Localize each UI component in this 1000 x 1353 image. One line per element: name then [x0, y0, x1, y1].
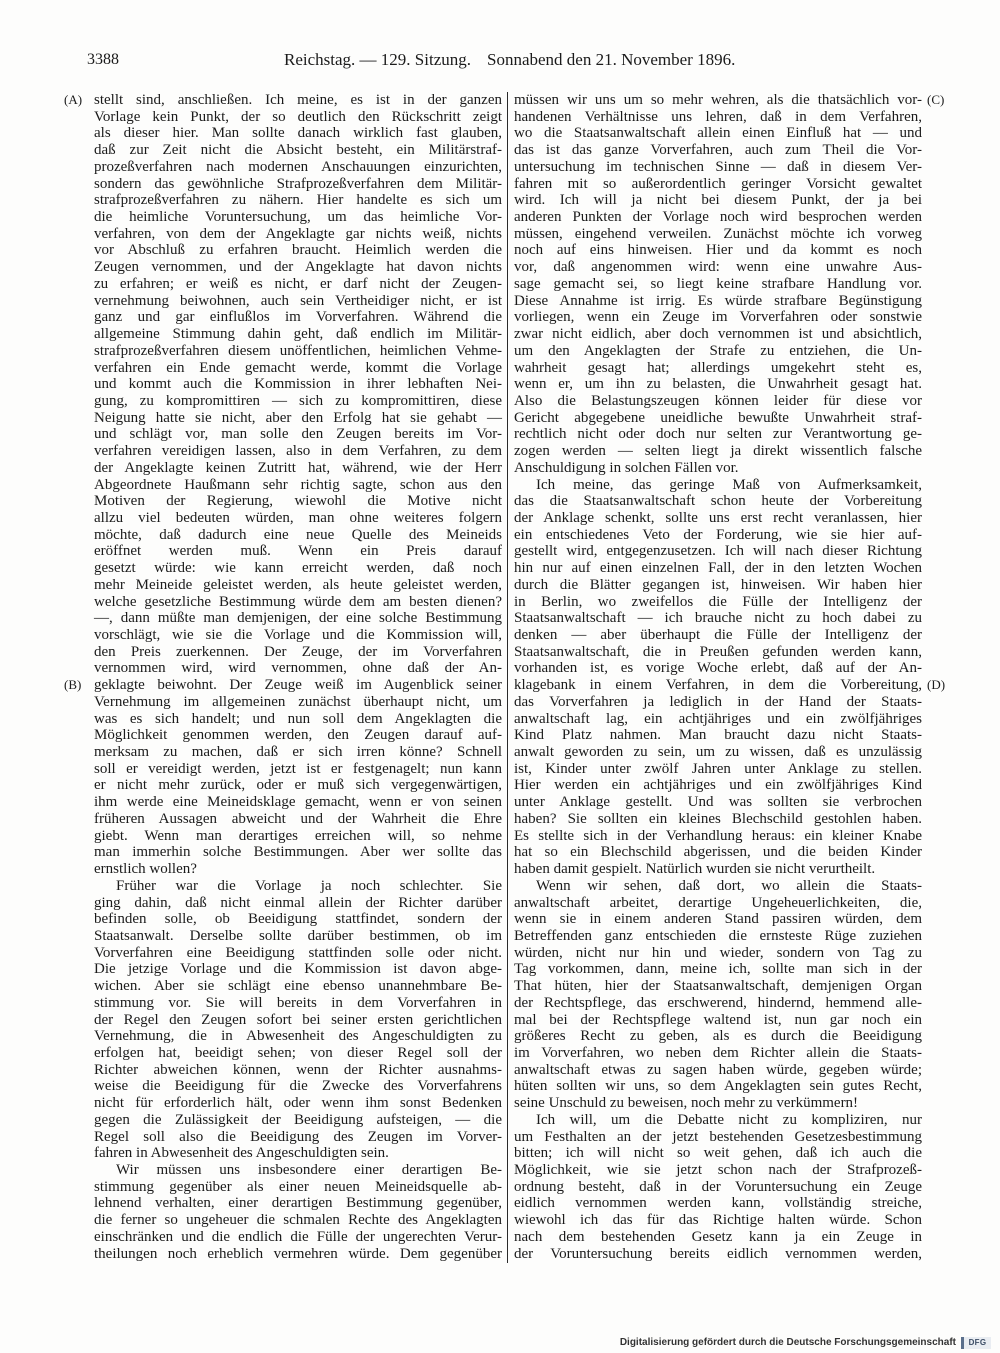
- text-line: theilungen noch erheblich vermehren würde. Dem gegenüber: [94, 1245, 502, 1262]
- text-line: Vernehmung, die in Abwesenheit des Angeschuldigten zu: [94, 1028, 502, 1045]
- text-line: denken — aber überhaupt die Fülle der Intelligenz der: [514, 627, 922, 643]
- text-line: eröffnet werden muß. Wenn ein Preis darauf: [94, 543, 502, 560]
- text-line: wichen. Aber sie schlägt eine ebenso unannehmbare Be-: [94, 978, 502, 995]
- text-line: würden, nicht nur hin und wieder, sondern von Tag zu: [514, 944, 922, 961]
- text-line: fahren in Abwesenheit des Angeschuldigten sein.: [94, 1145, 389, 1162]
- text-line: befinden solle, ob Beeidigung stattfindet, sondern der: [94, 911, 502, 928]
- text-line: wahrheit gesagt hat; allerdings umgekehrt steht es,: [514, 359, 922, 376]
- text-line: um Festhalten an der jetzt bestehenden Gesetzesbestimmung: [514, 1128, 922, 1145]
- text-line: rechtlich nicht oder doch nur selten zur Verantwortung ge-: [514, 426, 922, 443]
- text-line: eidlich vernommen werden kann, vollständig streiche,: [514, 1195, 922, 1212]
- text-line: Wenn wir sehen, daß dort, wo allein die Staats-: [536, 877, 922, 894]
- text-line: fahren mit so außerordentlich geringer Vorsicht gewaltet: [514, 175, 922, 192]
- paragraph: [514, 477, 922, 878]
- text-line: Abgeordnete Haußmann sehr richtig sagte, schon aus den: [94, 476, 502, 493]
- text-line: mal bei der Rechtspflege waltend ist, nun gar noch ein: [514, 1011, 922, 1028]
- text-line: vorschlägt, wie sie die Vorlage und die Kommission will,: [94, 627, 502, 643]
- text-line: Motiven der Regierung, wiewohl die Motive nicht: [94, 493, 502, 510]
- paragraph: [514, 92, 922, 477]
- margin-marker-a: (A): [64, 92, 83, 107]
- text-line: der Anklage schenkt, sollte uns erst recht veranlassen, hier: [514, 509, 922, 526]
- text-line: stimmung vor. Sie will bereits in dem Vorverfahren in: [94, 994, 502, 1011]
- margin-marker-d: (D): [927, 677, 946, 693]
- text-line: wenn sie in einem anderen Stand passiren würden, dem: [514, 911, 922, 928]
- text-line: verfahren, von dem der Angeklagte gar nichts weiß, nichts: [94, 225, 502, 242]
- text-line: ist, Kinder unter zwölf Jahren unter Anklage zu stellen.: [514, 760, 922, 777]
- text-line: gung, zu kompromittiren — sich zu kompromittiren, diese: [94, 392, 502, 409]
- text-line: hin nur auf einen einzelnen Fall, der in den letzten Wochen: [514, 560, 922, 577]
- margin-marker-b: (B): [64, 677, 82, 693]
- text-line: haben damit gespielt. Natürlich wurden sie nicht verurtheilt.: [514, 861, 876, 878]
- text-line: prozeßverfahren nach modernen Anschauungen einzurichten,: [94, 158, 502, 175]
- text-line: Zeugen vernommen, und der Angeklagte hat davon nichts: [94, 259, 502, 276]
- text-line: verfahren vereidigen lassen, also in dem Verfahren, zu dem: [94, 443, 502, 460]
- text-line: welche gesetzliche Bestimmung würde dem am besten dienen?: [94, 593, 502, 610]
- text-line: verfahren ein Ende gemacht werde, kommt die Vorlage: [94, 359, 502, 376]
- text-line: Wir müssen uns insbesondere einer derartigen Be-: [116, 1162, 502, 1178]
- text-line: vorhanden ist, es vorige Woche erlebt, daß auf der An-: [514, 660, 922, 677]
- text-line: er nicht mehr zurück, oder er muß sich vergegenwärtigen,: [94, 777, 502, 794]
- text-line: anwaltschaft etwas zu sagen haben würde, gegeben würde;: [514, 1061, 922, 1078]
- text-line: Also die Belastungszeugen können leider für diese vor: [514, 392, 922, 409]
- text-line: größeres Recht zu geben, als es durch die Beeidigung: [514, 1028, 922, 1045]
- text-line: hat so ein Blechschild abgerissen, und die beiden Kinder: [514, 844, 922, 861]
- text-line: noch auf eins hinweisen. Hier und da kommt es noch: [514, 242, 922, 259]
- text-line: klagebank in einem Verfahren, in dem die Vorbereitung,: [514, 677, 922, 694]
- text-line: weise die Beeidigung für die Zwecke des Vorverfahrens: [94, 1078, 502, 1095]
- text-line: ihm werde eine Meineidsklage gemacht, wenn er von seinen: [94, 794, 502, 811]
- text-line: unter Anklage gestellt. Und was sollten sie verbrochen: [514, 794, 922, 811]
- text-line: anwaltschaft arbeitet, derartige Ungeheuerlichkeiten, die,: [514, 894, 922, 911]
- text-line: anderen Punkten der Vorlage noch wird besprochen werden: [514, 209, 922, 226]
- paragraph: [94, 1162, 502, 1262]
- text-line: die heimliche Voruntersuchung, um das heimliche Vor-: [94, 209, 502, 226]
- text-line: Möglichkeit, wie sie jetzt schon nach der Strafprozeß-: [514, 1162, 922, 1178]
- text-line: Möglichkeit genommen werden, den Zeugen darauf auf-: [94, 727, 502, 744]
- text-line: sondern das gewöhnliche Strafprozeßverfahren dem Militär-: [94, 175, 502, 192]
- text-line: lehnend verhalten, einer derartigen Bestimmung gegenüber,: [94, 1195, 502, 1212]
- text-line: das die Staatsanwaltschaft schon heute der Vorbereitung: [514, 493, 922, 510]
- text-line: haben? Sie sollten ein kleines Blechschild gestohlen haben.: [514, 810, 922, 827]
- column-divider: [507, 92, 508, 1263]
- text-line: ernstlich wollen?: [94, 861, 197, 878]
- text-line: bitten; ich will nicht so weit gehen, daß ich auch die: [514, 1145, 922, 1162]
- text-line: Hier werden ein achtjähriges und ein zwölfjähriges Kind: [514, 777, 922, 794]
- text-line: was es sich handelt; und nun soll dem Angeklagten die: [94, 710, 502, 727]
- text-line: stellt sind, anschließen. Ich meine, es ist in der ganzen: [94, 92, 502, 108]
- text-line: Ich meine, das geringe Maß von Aufmerksamkeit,: [536, 476, 922, 493]
- text-line: Anschuldigung in solchen Fällen vor.: [514, 459, 739, 476]
- text-line: die ferner so ungeheuer die schmalen Rechte des Angeklagten: [94, 1212, 502, 1229]
- text-line: Vorverfahren eine Beeidigung stattfinden solle oder nicht.: [94, 944, 502, 961]
- text-line: und schlägt vor, man solle den Zeugen bereits im Vor-: [94, 426, 502, 443]
- text-line: allgemeine Stimmung dahin geht, daß endlich im Militär-: [94, 326, 502, 343]
- text-line: und kommt auch die Kommission in ihrer lebhaften Nei-: [94, 376, 502, 393]
- text-line: Regel soll also die Beeidigung des Zeugen im Vorver-: [94, 1128, 502, 1145]
- text-line: früheren Aussagen abweicht und der Wahrheit die Ehre: [94, 810, 502, 827]
- text-line: giebt. Wenn man derartiges erreichen will, so nehme: [94, 827, 502, 844]
- text-line: Kind Platz nahmen. Man braucht dazu nicht Staats-: [514, 727, 922, 744]
- text-line: einschränken und die endlich die Fülle der ungerechten Verur-: [94, 1228, 502, 1245]
- margin-marker-c: (C): [927, 92, 945, 107]
- text-line: ganz und gar einflußlos im Vorverfahren. Während die: [94, 309, 502, 326]
- text-line: das ist das ganze Vorverfahren, auch zum Theil die Vor-: [514, 142, 922, 159]
- page-number: 3388: [87, 51, 119, 68]
- text-line: Tag vorkommen, dann, meine ich, sollte man sich in der: [514, 961, 922, 978]
- text-line: wenn er, um ihn zu belasten, die Unwahrheit gesagt hat.: [514, 376, 922, 393]
- text-line: Vernehmung im allgemeinen zunächst überhaupt nicht, um: [94, 693, 502, 710]
- text-line: vernehmung beiwohnen, auch sein Vertheidiger nicht, er ist: [94, 292, 502, 309]
- text-line: allzu viel bedeuten würden, man ohne weiteres folgern: [94, 509, 502, 526]
- text-line: handenen Verhältnisse uns lehren, daß in dem Verfahren,: [514, 108, 922, 125]
- text-line: Neigung hatte sie nicht, aber den Erfolg hat sie gehabt —: [94, 409, 502, 426]
- text-line: strafprozeßverfahren diesem unöffentlichen, heimlichen Vehme-: [94, 342, 502, 359]
- text-line: sage gemacht sei, so liegt keine strafbare Handlung vor.: [514, 275, 922, 292]
- text-line: Staatsanwaltschaft, die in Preußen gefunden werden kann,: [514, 643, 922, 660]
- text-line: der Regel den Zeugen sofort bei seiner ersten gerichtlichen: [94, 1011, 502, 1028]
- text-line: zwar nicht eidlich, aber doch vernommen ist und absichtlich,: [514, 326, 922, 343]
- text-line: zu erfahren; er weiß es nicht, er darf nicht der Zeugen-: [94, 275, 502, 292]
- text-line: nicht für erforderlich hält, oder wenn ihm sonst Bedenken: [94, 1095, 502, 1112]
- left-text-column: [94, 92, 502, 1262]
- text-line: Früher war die Vorlage ja noch schlechter. Sie: [116, 877, 502, 894]
- text-line: man immerhin solche Bestimmungen. Aber wer sollte das: [94, 844, 502, 861]
- text-line: Staatsanwaltschaft — ich brauche nicht zu hoch dabei zu: [514, 610, 922, 627]
- text-line: gesetzt würde: wie kann erreicht werden, daß noch: [94, 560, 502, 577]
- text-line: anwaltschaft lag, ein achtjähriges und ein zwölfjähriges: [514, 710, 922, 727]
- text-line: Gericht abgegebene uneidliche bewußte Unwahrheit straf-: [514, 409, 922, 426]
- text-line: vernommen wird, wird vernommen, ohne daß der An-: [94, 660, 502, 677]
- right-text-column: [514, 92, 922, 1262]
- text-line: den Preis zuerkennen. Der Zeuge, der im Vorverfahren: [94, 643, 502, 660]
- text-line: durch die Blätter gegangen ist, hinweisen. Wir haben hier: [514, 576, 922, 593]
- text-line: das Vorverfahren ja lediglich in der Hand der Staats-: [514, 693, 922, 710]
- text-line: vor Abschluß zu erfahren braucht. Heimlich werden die: [94, 242, 502, 259]
- text-line: Betreffenden ganz entschieden die ernsteste Rüge zuziehen: [514, 927, 922, 944]
- text-line: erfolgen hat, beeidigt sehen; von dieser Regel soll der: [94, 1044, 502, 1061]
- text-line: merksam zu machen, daß er sich irren könne? Schnell: [94, 744, 502, 761]
- paragraph: [514, 878, 922, 1112]
- text-line: im Vorverfahren, wo neben dem Richter allein die Staats-: [514, 1044, 922, 1061]
- text-line: wiewohl ich das für das Richtige halten würde. Schon: [514, 1212, 922, 1229]
- text-line: vor, daß angenommen wird: wenn eine unwahre Aus-: [514, 259, 922, 276]
- text-line: müssen, eingehend verweilen. Zunächst möchte ich vorweg: [514, 225, 922, 242]
- text-line: hüten sollten wir uns, so dem Angeklagten sein gutes Recht,: [514, 1078, 922, 1095]
- text-line: ging dahin, daß nicht einmal allein der Richter darüber: [94, 894, 502, 911]
- text-line: der Angeklagte keinen Zutritt hat, während, wie der Herr: [94, 459, 502, 476]
- digitization-credit: Digitalisierung gefördert durch die Deutsche Forschungsgemeinschaft: [619, 1337, 956, 1348]
- text-line: Diese Annahme ist irrig. Es würde strafbare Begünstigung: [514, 292, 922, 309]
- text-line: um den Angeklagten der Strafe zu entziehen, die Un-: [514, 342, 922, 359]
- text-line: möchte, daß dadurch eine neue Quelle des Meineids: [94, 526, 502, 543]
- text-line: untersuchung im technischen Sinne — daß in diesem Ver-: [514, 158, 922, 175]
- paragraph: [514, 1112, 922, 1262]
- text-line: mehr Meineide geleistet werden, als heute geleistet werden,: [94, 576, 502, 593]
- paragraph: [94, 92, 502, 878]
- text-line: nach dem bestehenden Gesetz kann ja ein Zeuge in: [514, 1228, 922, 1245]
- text-line: Die jetzige Vorlage und die Kommission ist davon abge-: [94, 961, 502, 978]
- text-line: müssen wir uns um so mehr wehren, als die thatsächlich vor-: [514, 92, 922, 108]
- text-line: anwalt geworden zu sein, um zu wissen, daß es unzulässig: [514, 744, 922, 761]
- text-line: That hüten, hier der Staatsanwaltschaft, demjenigen Organ: [514, 978, 922, 995]
- text-line: gestellt wird, entgegenzusetzen. Ich will nach dieser Richtung: [514, 543, 922, 560]
- text-line: der Voruntersuchung bereits eidlich vernommen werden,: [514, 1245, 922, 1262]
- paragraph: [94, 878, 502, 1162]
- text-line: gegen die Zulässigkeit der Beeidigung aufsteigen, — die: [94, 1111, 502, 1128]
- text-line: Ich will, um die Debatte nicht zu kompliziren, nur: [536, 1111, 922, 1128]
- text-line: Richter abweichen können, wenn der Richter ausnahms-: [94, 1061, 502, 1078]
- session-date: Sonnabend den 21. November 1896.: [487, 50, 736, 69]
- session-title: Reichstag. — 129. Sitzung.: [284, 50, 471, 69]
- text-line: seine Unschuld zu beweisen, noch mehr zu verkümmern!: [514, 1095, 859, 1112]
- text-line: vorliegen, wenn ein Zeuge im Vorverfahren oder sonstwie: [514, 309, 922, 326]
- text-line: Es stellte sich in der Verhandlung heraus: ein kleiner Knabe: [514, 827, 922, 844]
- text-line: in Berlin, wo zweifellos die Fülle der Intelligenz der: [514, 593, 922, 610]
- text-line: Staatsanwalt. Derselbe sollte darüber bestimmen, ob im: [94, 927, 502, 944]
- text-line: —, dann müßte man demjenigen, der eine solche Bestimmung: [94, 610, 502, 627]
- text-line: wird. Ich will ja nicht bei diesem Punkt, der ja bei: [514, 192, 922, 209]
- text-line: wo die Staatsanwaltschaft allein einen Einfluß hat — und: [514, 125, 922, 142]
- text-line: ein entschiedenes Veto der Forderung, wie sie hier auf-: [514, 526, 922, 543]
- text-line: als dieser hier. Man sollte danach wirklich fast glauben,: [94, 125, 502, 142]
- text-line: soll er vereidigt werden, jetzt ist er festgenagelt; nun kann: [94, 760, 502, 777]
- text-line: stimmung gegenüber als einer neuen Meineidsquelle ab-: [94, 1178, 502, 1195]
- text-line: strafprozeßverfahren zu nähern. Hier handelte es sich um: [94, 192, 502, 209]
- text-line: geklagte beiwohnt. Der Zeuge weiß im Augenblick seiner: [94, 677, 502, 694]
- text-line: daß zur Zeit nicht die Absicht besteht, ein Militärstraf-: [94, 142, 502, 159]
- text-line: ordnung besteht, daß in der Voruntersuchung ein Zeuge: [514, 1178, 922, 1195]
- text-line: zogen werden — selten liegt ja direkt wissentlich falsche: [514, 443, 922, 460]
- text-line: der Rechtspflege, das erschwerend, hindernd, hemmend alle-: [514, 994, 922, 1011]
- dfg-logo: DFG: [961, 1337, 991, 1349]
- text-line: Vorlage kein Punkt, der so deutlich den Rückschritt zeigt: [94, 108, 502, 125]
